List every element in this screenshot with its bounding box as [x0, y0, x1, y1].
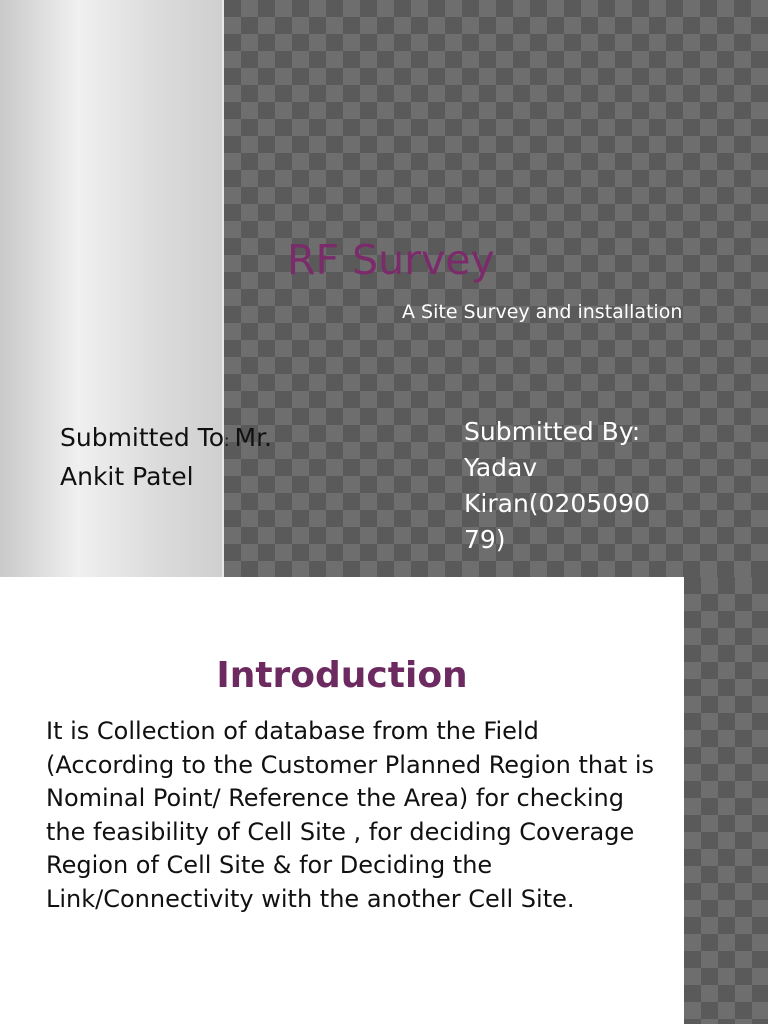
submitted-to-separator: :	[224, 431, 235, 450]
submitted-by-line2: Kiran(0205090	[464, 489, 650, 518]
slide-title: RF Survey	[287, 236, 495, 284]
submitted-by-block	[464, 414, 674, 558]
diamond-pattern-strip	[684, 577, 768, 1024]
intro-paragraph: It is Collection of database from the Field (According to the Customer Planned Region that is Nominal Point/ Reference the Area) for checking the feasibility of Cell Site , for deciding Coverage Region of Cell Site & for Deciding the Link/Connectivity with the another Cell Site.	[46, 717, 655, 913]
submitted-to-title: Mr.	[234, 423, 272, 452]
submitted-by-line3: 79)	[464, 525, 506, 554]
slide-subtitle: A Site Survey and installation	[402, 301, 683, 323]
submitted-to-name: Ankit Patel	[60, 462, 194, 491]
submitted-by-line1: Yadav	[464, 453, 538, 482]
submitted-by-label: Submitted By:	[464, 417, 641, 446]
introduction-slide	[0, 577, 768, 1024]
slide-heading: Introduction	[216, 655, 468, 696]
submitted-to-block	[60, 420, 360, 495]
submitted-to-label: Submitted To	[60, 423, 225, 452]
